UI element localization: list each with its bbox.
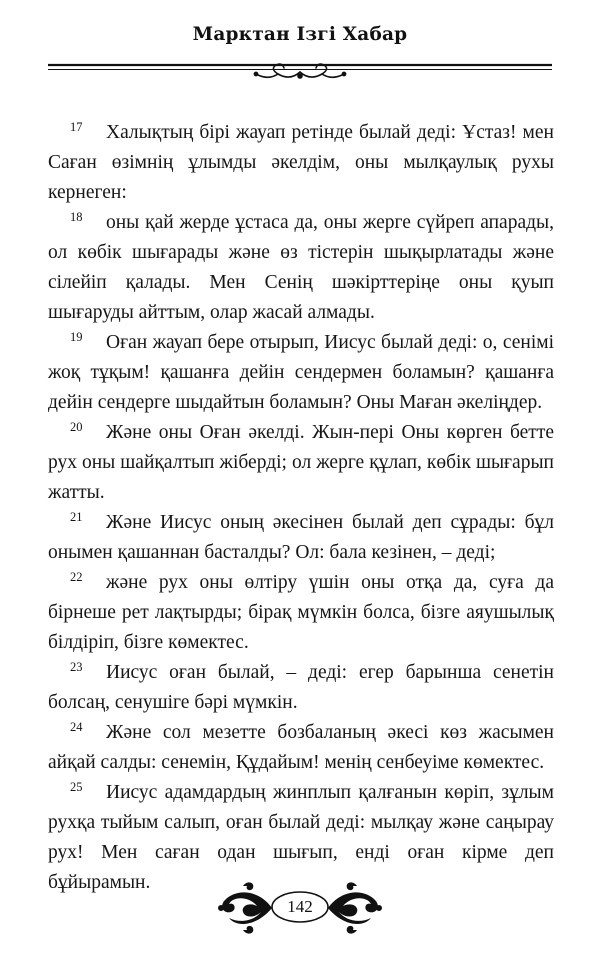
verse-text: Және Иисус оның әкесінен былай деп сұрады: бұл онымен қашаннан басталды? Ол: бала кезінен, – деді; — [48, 512, 554, 563]
verse-text-block — [48, 118, 554, 898]
verse: 24 Және сол мезетте бозбаланың әкесі көз жасымен айқай салды: сенемін, Құдайым! менің сенбеуіме көмектес. — [48, 720, 554, 773]
verse-text: Иисус оған былай, – деді: егер барынша сенетін болсаң, сенушіге бәрі мүмкін. — [48, 662, 554, 713]
header-ornament-rule — [48, 60, 552, 84]
verse-text: және рух оны өлтіру үшін оны отқа да, суға да бірнеше рет лақтырды; бірақ мүмкін болса, бізге аяушылық білдіріп, бізге көмектес. — [48, 572, 554, 653]
verse: 21 Және Иисус оның әкесінен былай деп сұрады: бұл онымен қашаннан басталды? Ол: бала кезінен, – деді; — [48, 510, 554, 563]
verse-text: Иисус адамдардың жинплып қалғанын көріп, зұлым рухқа тыйым салып, оған былай деді: мылқау және саңырау рух! Мен саған одан шығып, енді оған кірме деп бұйырамын. — [48, 782, 554, 893]
verse: 20 Және оны Оған әкелді. Жын-пері Оны көрген бетте рух оны шайқалтып жіберді; ол жерге құлап, көбік шығарып жатты. — [48, 420, 554, 503]
verse: 25 Иисус адамдардың жинплып қалғанын көріп, зұлым рухқа тыйым салып, оған былай деді: мылқау және саңырау рух! Мен саған одан шығып, енді оған кірме деп бұйырамын. — [48, 780, 554, 893]
verse: 19 Оған жауап бере отырып, Иисус былай деді: о, сенімі жоқ тұқым! қашанға дейін сендермен боламын? қашанға дейін сендерге шыдайтын боламын? Оны Маған әкеліңдер. — [48, 330, 554, 413]
verse-text: оны қай жерде ұстаса да, оны жерге сүйреп апарады, ол көбік шығарады және өз тістерін шықырлатады және сілейіп қалады. Мен Сенің шәкірттеріңе оны қуып шығаруды айттым, олар жасай алмады. — [48, 212, 554, 323]
page-number: 142 — [287, 897, 313, 916]
verse-text: Және оны Оған әкелді. Жын-пері Оны көрген бетте рух оны шайқалтып жіберді; ол жерге құлап, көбік шығарып жатты. — [48, 422, 554, 503]
verse-text: Халықтың бірі жауап ретінде былай деді: Ұстаз! мен Саған өзімнің ұлымды әкелдім, оны мылқаулық рухы кернеген: — [48, 122, 554, 203]
verse-text: Оған жауап бере отырып, Иисус былай деді: о, сенімі жоқ тұқым! қашанға дейін сендермен боламын? қашанға дейін сендерге шыдайтын боламын? Оны Маған әкеліңдер. — [48, 332, 554, 413]
verse: 22 және рух оны өлтіру үшін оны отқа да, суға да бірнеше рет лақтырды; бірақ мүмкін болса, бізге аяушылық білдіріп, бізге көмектес. — [48, 570, 554, 653]
verse: 17 Халықтың бірі жауап ретінде былай деді: Ұстаз! мен Саған өзімнің ұлымды әкелдім, оны мылқаулық рухы кернеген: — [48, 120, 554, 203]
verse-text: Және сол мезетте бозбаланың әкесі көз жасымен айқай салды: сенемін, Құдайым! менің сенбеуіме көмектес. — [48, 722, 554, 773]
verse: 18 оны қай жерде ұстаса да, оны жерге сүйреп апарады, ол көбік шығарады және өз тістерін шықырлатады және сілейіп қалады. Мен Сенің шәкірттеріңе оны қуып шығаруды айттым, олар жасай алмады. — [48, 210, 554, 323]
verse: 23 Иисус оған былай, – деді: егер барынша сенетін болсаң, сенушіге бәрі мүмкін. — [48, 660, 554, 713]
running-head-title: Марктан Ізгі Хабар — [192, 24, 408, 45]
